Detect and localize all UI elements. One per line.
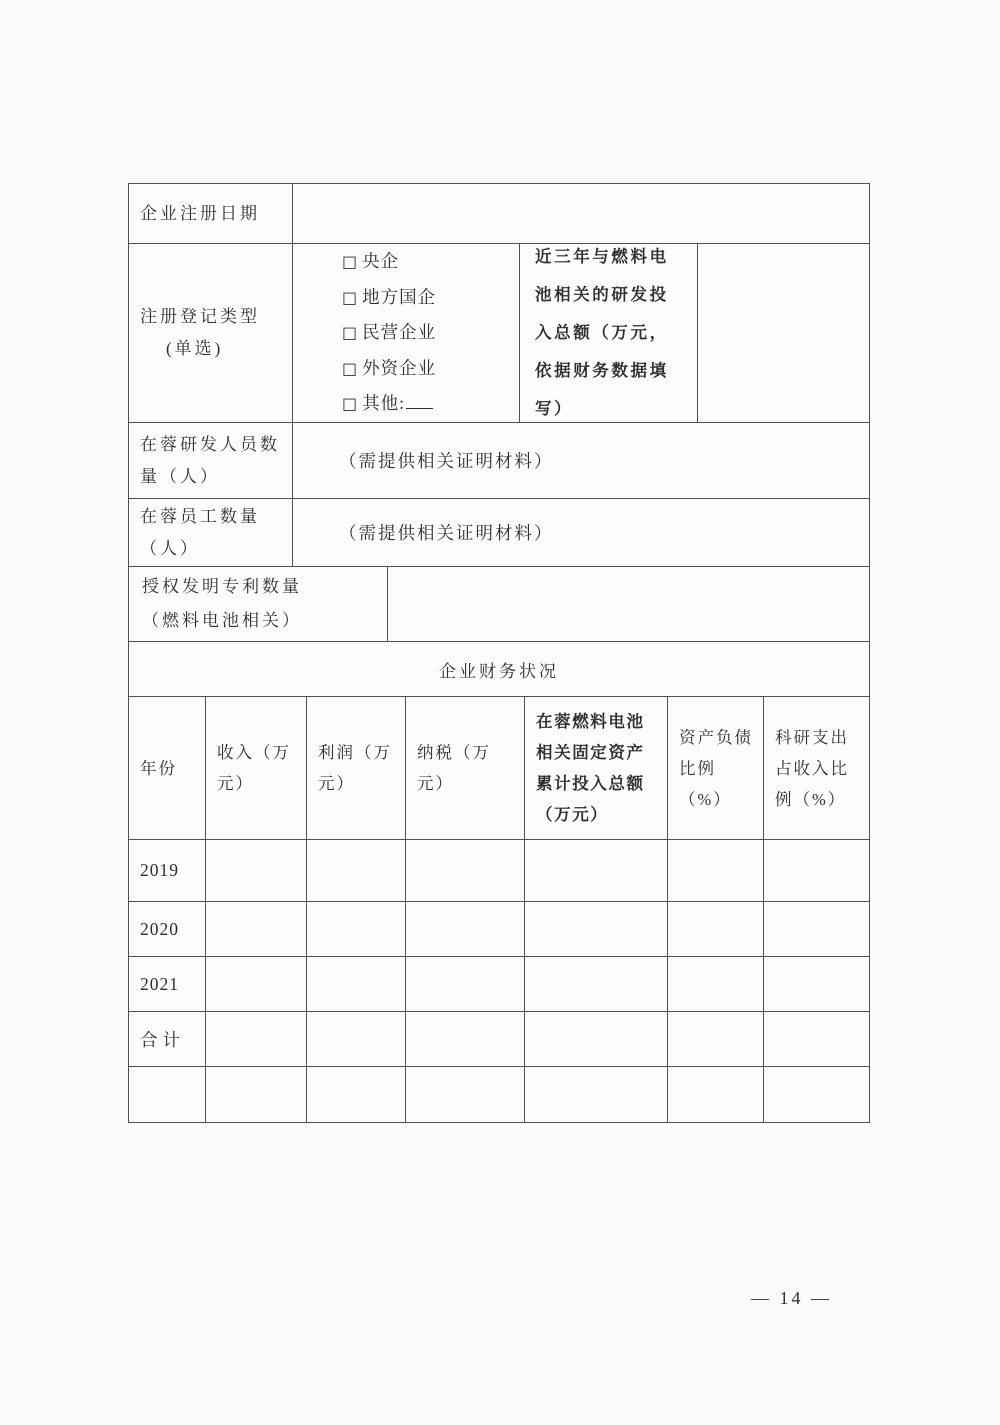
finance-data-cell <box>524 1012 667 1066</box>
finance-data-cell <box>763 1067 869 1122</box>
checkbox-label: 地方国企 <box>362 286 437 307</box>
checkbox-option-local-soe <box>342 280 519 316</box>
finance-row-2019 <box>129 839 869 901</box>
checkbox-option-foreign <box>342 351 519 387</box>
finance-data-cell <box>306 1067 405 1122</box>
finance-header-debt-ratio: 资产负债比例（%） <box>667 697 763 839</box>
finance-section-title: 企业财务状况 <box>439 661 559 681</box>
checkbox-icon: □ <box>342 252 359 272</box>
finance-header-tax: 纳税（万元） <box>405 697 524 839</box>
row-rd-staff <box>129 422 869 498</box>
year-cell: 合计 <box>140 1029 185 1050</box>
row-finance-header <box>129 696 869 839</box>
row-patents <box>129 566 869 641</box>
finance-header-fixed-assets: 在蓉燃料电池相关固定资产累计投入总额（万元） <box>524 697 667 839</box>
registration-date-label: 企业注册日期 <box>140 203 260 223</box>
finance-header-profit: 利润（万元） <box>306 697 405 839</box>
finance-data-cell <box>306 1012 405 1066</box>
finance-data-cell <box>205 1067 306 1122</box>
checkbox-option-central <box>342 244 519 280</box>
other-fill-blank <box>406 407 433 409</box>
finance-data-cell <box>205 840 306 901</box>
row-finance-title <box>129 641 869 696</box>
finance-data-cell <box>763 1012 869 1066</box>
year-cell: 2020 <box>140 918 179 939</box>
finance-data-cell <box>524 840 667 901</box>
checkbox-icon: □ <box>342 323 359 343</box>
page-number: — 14 — <box>751 1288 832 1308</box>
year-cell: 2019 <box>140 860 179 880</box>
finance-data-cell <box>524 957 667 1011</box>
finance-header-income: 收入（万元） <box>205 697 306 839</box>
checkbox-label: 外资企业 <box>362 357 437 378</box>
rd-investment-value-cell <box>697 244 869 422</box>
checkbox-option-other <box>342 386 519 422</box>
finance-data-cell <box>405 840 524 901</box>
row-registration-type <box>129 243 869 422</box>
checkbox-label: 其他: <box>362 393 405 414</box>
year-cell <box>129 1067 205 1122</box>
application-form-table <box>128 183 870 1123</box>
finance-row-2021 <box>129 956 869 1011</box>
checkbox-icon: □ <box>342 287 359 307</box>
finance-data-cell <box>306 957 405 1011</box>
row-employees <box>129 498 869 566</box>
checkbox-option-private <box>342 315 519 351</box>
finance-data-cell <box>306 840 405 901</box>
rd-investment-label-cell: 近三年与燃料电池相关的研发投入总额（万元，依据财务数据填写） <box>519 244 697 422</box>
finance-data-cell <box>667 840 763 901</box>
employees-label: 在蓉员工数量（人） <box>140 506 260 558</box>
finance-row-empty <box>129 1066 869 1122</box>
patents-label: 授权发明专利数量（燃料电池相关） <box>142 577 302 630</box>
finance-data-cell <box>524 1067 667 1122</box>
patents-value-cell <box>387 567 869 641</box>
row-registration-date <box>129 184 869 243</box>
finance-data-cell <box>763 902 869 956</box>
year-cell: 2021 <box>140 973 179 994</box>
registration-type-checkbox-group <box>292 244 519 422</box>
registration-type-label-line1: 注册登记类型 <box>140 307 260 326</box>
finance-data-cell <box>306 902 405 956</box>
finance-row-total <box>129 1011 869 1066</box>
finance-data-cell <box>205 957 306 1011</box>
finance-data-cell <box>405 957 524 1011</box>
finance-data-cell <box>405 1067 524 1122</box>
finance-header-year: 年份 <box>140 758 177 778</box>
finance-data-cell <box>405 902 524 956</box>
finance-data-cell <box>667 1067 763 1122</box>
finance-row-2020 <box>129 901 869 956</box>
rd-staff-note-cell: （需提供相关证明材料） <box>292 423 869 498</box>
checkbox-icon: □ <box>342 394 359 414</box>
finance-data-cell <box>763 957 869 1011</box>
finance-data-cell <box>667 902 763 956</box>
rd-staff-label: 在蓉研发人员数量（人） <box>140 434 280 486</box>
finance-data-cell <box>405 1012 524 1066</box>
finance-data-cell <box>205 902 306 956</box>
checkbox-label: 央企 <box>362 251 400 272</box>
finance-header-research-ratio: 科研支出占收入比例（%） <box>763 697 869 839</box>
finance-data-cell <box>763 840 869 901</box>
registration-type-label-line2: (单选) <box>166 339 224 358</box>
checkbox-icon: □ <box>342 358 359 378</box>
employees-note-cell: （需提供相关证明材料） <box>292 499 869 566</box>
finance-data-cell <box>205 1012 306 1066</box>
finance-data-cell <box>524 902 667 956</box>
registration-type-label <box>129 244 292 422</box>
registration-date-value-cell <box>292 184 869 243</box>
checkbox-label: 民营企业 <box>362 322 437 343</box>
finance-data-cell <box>667 1012 763 1066</box>
finance-data-cell <box>667 957 763 1011</box>
